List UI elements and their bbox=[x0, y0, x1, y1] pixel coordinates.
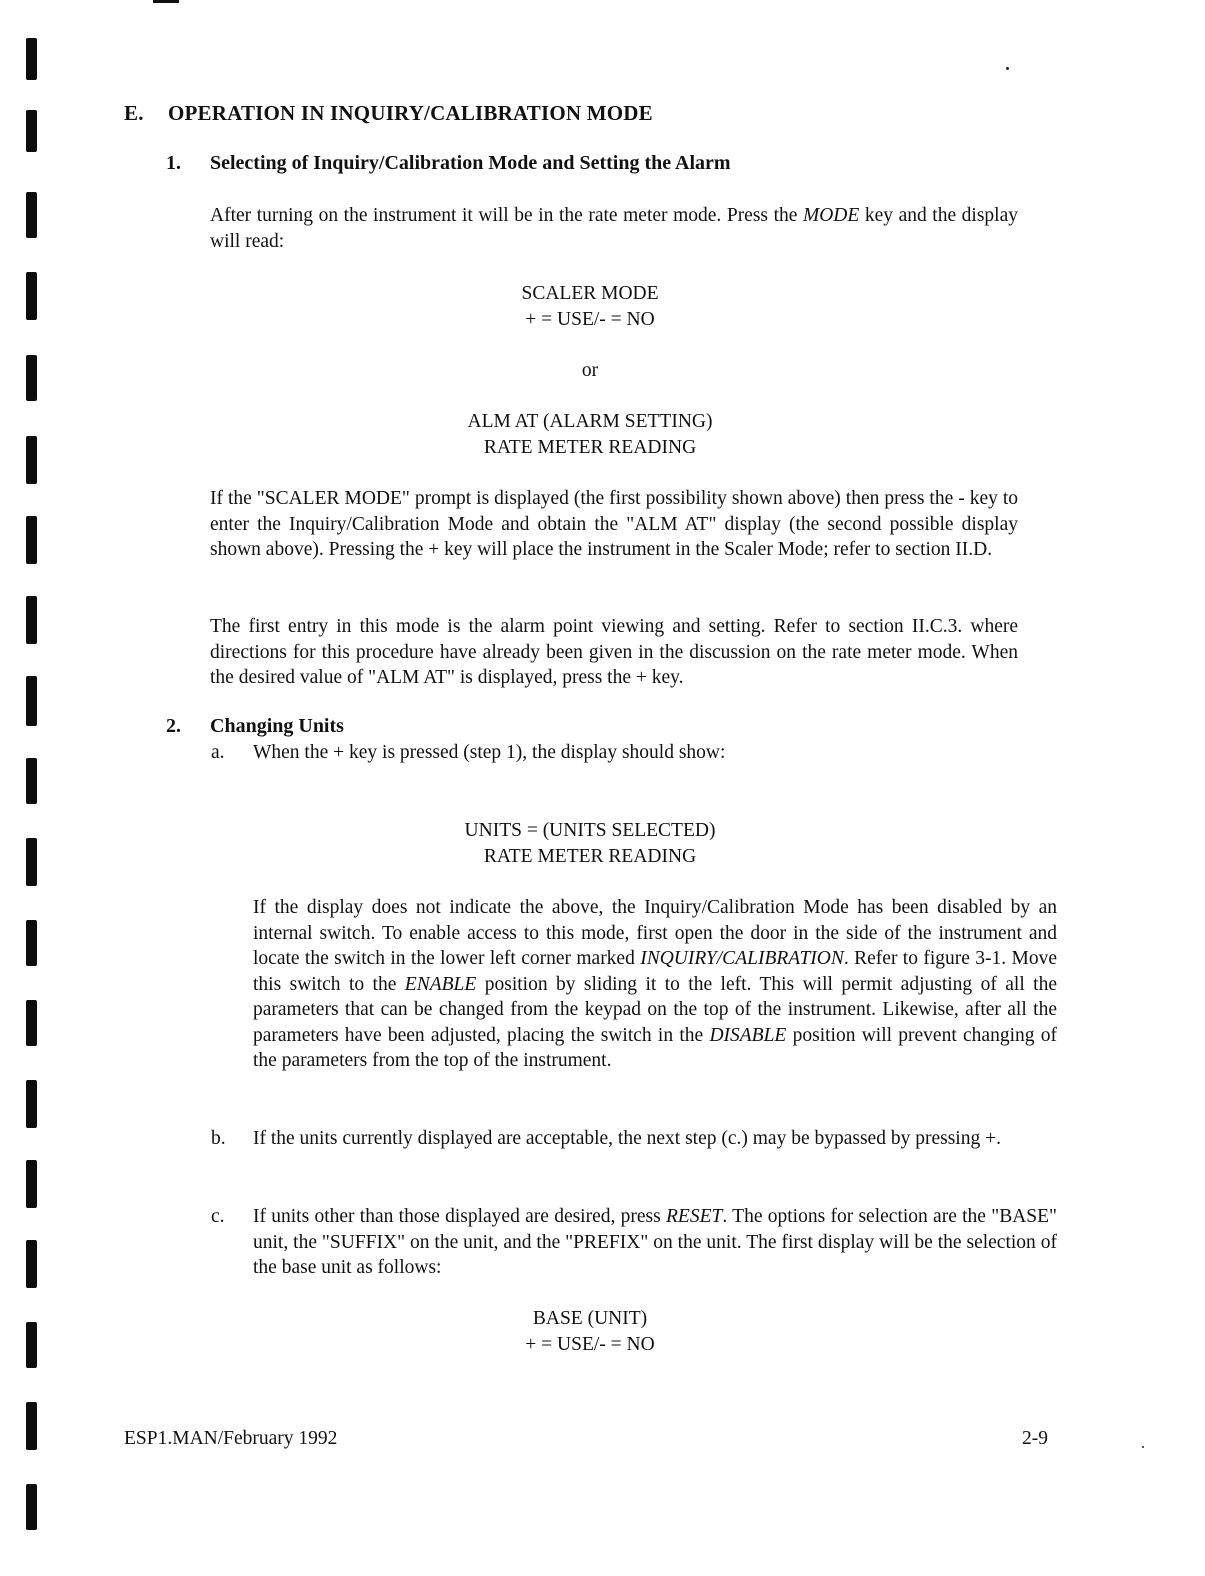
step-c bbox=[211, 1204, 1057, 1284]
section-title: OPERATION IN INQUIRY/CALIBRATION MODE bbox=[168, 101, 653, 125]
scan-speck bbox=[1006, 67, 1009, 70]
display-line: + = USE/- = NO bbox=[525, 1333, 655, 1355]
section-number: E. bbox=[124, 101, 144, 125]
subsection-1-title: Selecting of Inquiry/Calibration Mode and Setting the Alarm bbox=[210, 152, 731, 174]
display-line: RATE METER READING bbox=[483, 436, 697, 458]
enable-label: ENABLE bbox=[404, 973, 477, 995]
inquiry-calibration-label: INQUIRY/CALIBRATION bbox=[640, 948, 844, 969]
scaler-prompt-paragraph: If the "SCALER MODE" prompt is displayed (the first possibility shown above) then press the - key to enter the Inquiry/Calibration Mode and obtain the "ALM AT" display (the second possible display shown above). Pressing the + key will place the instrument in the Scaler Mode; refer to section II.D. bbox=[210, 488, 1018, 560]
display-line: SCALER MODE bbox=[521, 283, 659, 304]
footer-page-number: 2-9 bbox=[1022, 1428, 1048, 1449]
scan-speck bbox=[1142, 1446, 1144, 1448]
step-c-label: c. bbox=[211, 1206, 225, 1227]
alarm-point-paragraph: The first entry in this mode is the alarm point viewing and setting. Refer to section II.C.3. where directions for this procedure have already been given in the discussion on the rate meter mode. When the desired value of "ALM AT" is displayed, press the + key. bbox=[210, 616, 1018, 688]
step-b-label: b. bbox=[211, 1128, 226, 1149]
subsection-1-number: 1. bbox=[166, 152, 181, 174]
step-a-text: When the + key is pressed (step 1), the display should show: bbox=[253, 742, 726, 763]
step-a bbox=[211, 740, 1057, 770]
units-display bbox=[300, 818, 880, 869]
mode-key: MODE bbox=[802, 205, 860, 226]
base-unit-display bbox=[300, 1306, 880, 1357]
display-line: RATE METER READING bbox=[483, 845, 697, 867]
scan-mark-top bbox=[153, 0, 179, 3]
section-heading bbox=[124, 101, 653, 126]
subsection-1-heading bbox=[166, 152, 966, 180]
step-c-text: If units other than those displayed are desired, press RESET. The options for selection are the "BASE" unit, the "SUFFIX" on the unit, and the "PREFIX" on the unit. The first display will be the selection of the base unit as follows: bbox=[253, 1206, 1057, 1278]
display-line: ALM AT (ALARM SETTING) bbox=[467, 411, 713, 432]
display-line: UNITS = (UNITS SELECTED) bbox=[464, 820, 716, 841]
step-a-label: a. bbox=[211, 742, 225, 763]
subsection-2-number: 2. bbox=[166, 715, 181, 737]
binding-holes bbox=[0, 0, 60, 1576]
reset-key: RESET bbox=[666, 1206, 723, 1227]
intro-paragraph: After turning on the instrument it will be in the rate meter mode. Press the MODE key and the display will read: bbox=[210, 205, 1018, 252]
disable-label: DISABLE bbox=[709, 1024, 787, 1046]
display-line: + = USE/- = NO bbox=[525, 308, 655, 330]
or-separator: or bbox=[581, 360, 599, 381]
footer-document-id: ESP1.MAN/February 1992 bbox=[124, 1428, 338, 1449]
step-b bbox=[211, 1126, 1057, 1178]
alarm-display bbox=[300, 409, 880, 460]
display-line: BASE (UNIT) bbox=[532, 1308, 648, 1329]
scaler-mode-display bbox=[300, 281, 880, 332]
subsection-2-heading bbox=[166, 715, 666, 743]
inquiry-switch-paragraph: If the display does not indicate the above, the Inquiry/Calibration Mode has been disabled by an internal switch. To enable access to this mode, first open the door in the side of the instrument and locate the switch in the lower left corner marked INQUIRY/CALIBRATION. Refer to figure 3-1. Move this switch to the ENABLE position by sliding it to the left. This will permit adjusting of all the parameters that can be changed from the keypad on the top of the instrument. Likewise, after all the parameters have been adjusted, placing the switch in the DISABLE position will prevent changing of the parameters from the top of the instrument. bbox=[253, 897, 1058, 1071]
step-b-text: If the units currently displayed are acceptable, the next step (c.) may be bypassed by pressing +. bbox=[253, 1128, 1001, 1149]
subsection-2-title: Changing Units bbox=[210, 715, 344, 737]
